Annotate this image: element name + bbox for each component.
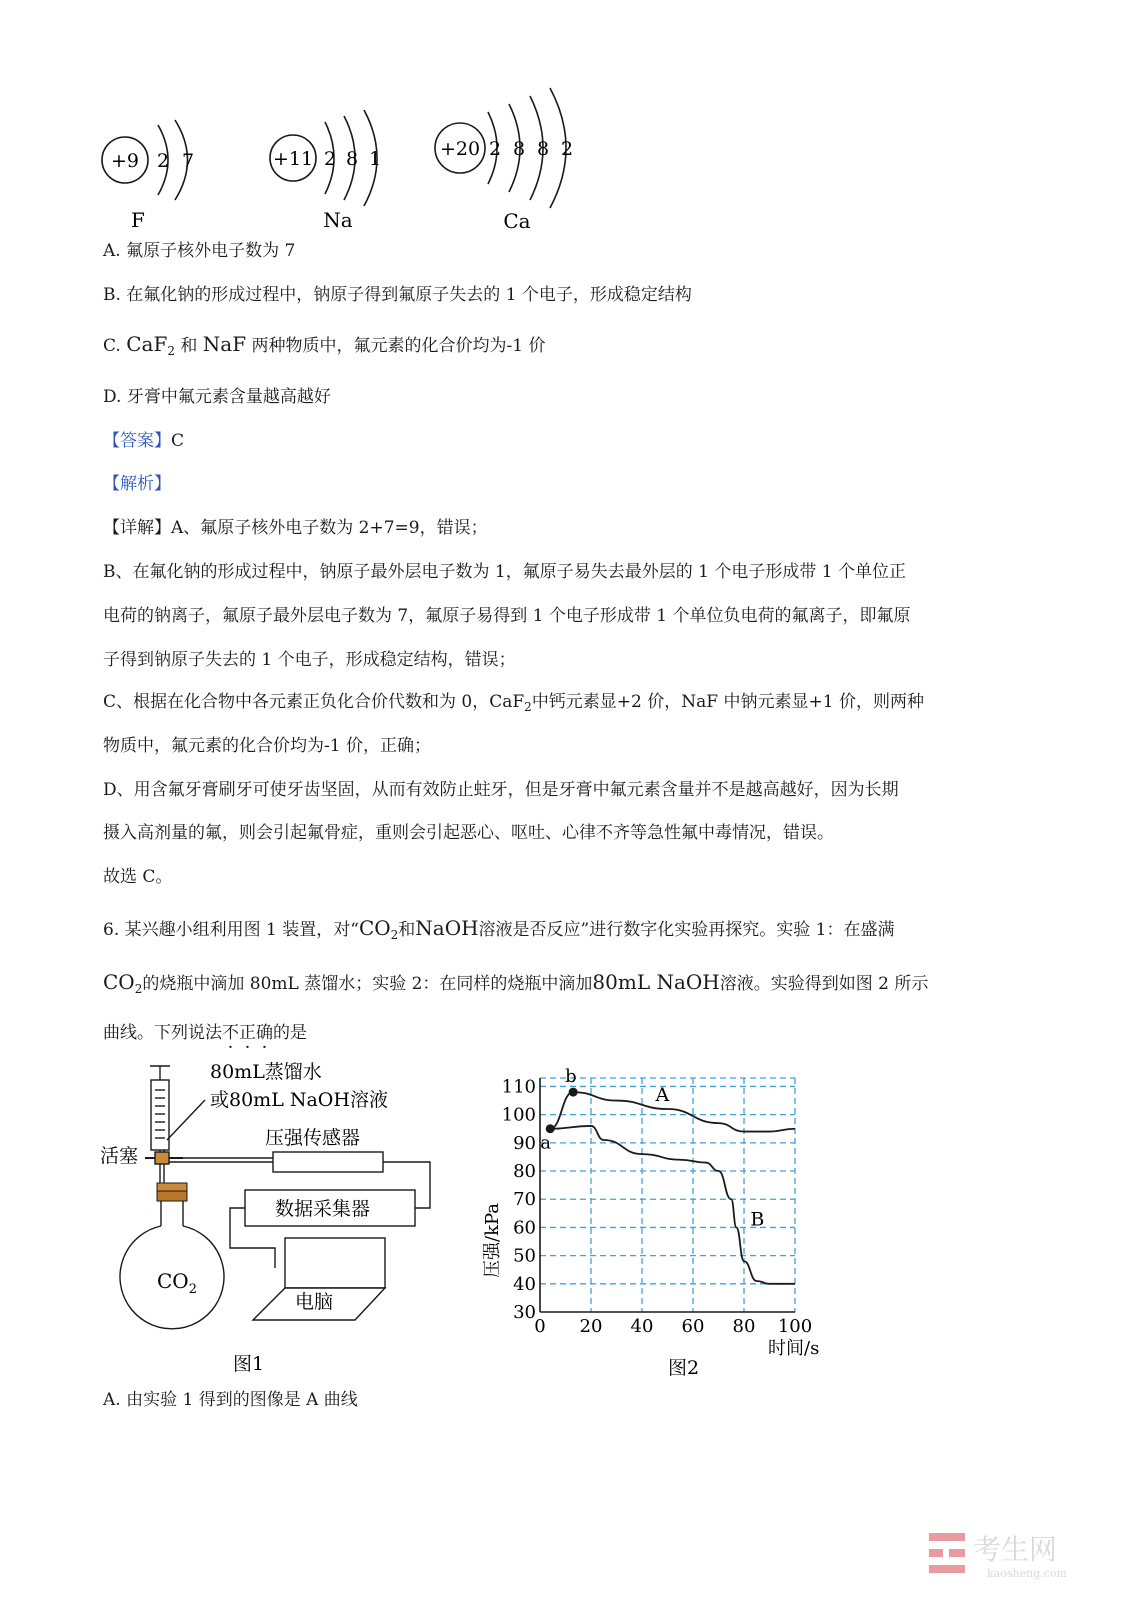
point-b <box>569 1088 578 1097</box>
stopcock-label: 活塞 <box>100 1145 139 1167</box>
volume-naoh: 80mL NaOH <box>592 970 720 994</box>
option-a: A. 氟原子核外电子数为 7 <box>103 241 296 261</box>
flask-label: $CO_2$ <box>157 1269 197 1297</box>
emphasis-char: 正 <box>239 1023 256 1043</box>
option-c-prefix: C. <box>103 336 121 356</box>
detail-line-6: 物质中，氟元素的化合价均为-1 价，正确； <box>103 736 431 756</box>
shell-electrons: 2 <box>560 138 574 160</box>
watermark-icon <box>929 1533 965 1573</box>
emphasis-char: 不 <box>222 1023 239 1043</box>
reagent-label-2: 或80mL NaOH溶液 <box>210 1089 388 1111</box>
x-tick-label: 100 <box>777 1316 813 1337</box>
x-tick-label: 20 <box>579 1316 603 1337</box>
chart-points <box>540 1068 577 1154</box>
reagent-label-1: 80mL蒸馏水 <box>210 1061 322 1083</box>
shell-electrons: 2 <box>323 148 337 170</box>
data-collector-label: 数据采集器 <box>275 1198 371 1220</box>
chart-series <box>550 1084 795 1284</box>
y-tick-label: 110 <box>501 1076 536 1098</box>
figure-2-pressure-chart <box>470 1068 850 1388</box>
formula-co2: $CO_2$ <box>103 970 143 996</box>
point-label-b: b <box>565 1068 577 1088</box>
detail-line-1: 【详解】A、氟原子核外电子数为 2+7=9，错误； <box>103 518 488 538</box>
element-symbol: F <box>131 208 145 232</box>
x-tick-label: 60 <box>681 1316 705 1337</box>
x-tick-label: 40 <box>630 1316 654 1337</box>
series-line-B <box>550 1126 795 1284</box>
answer-value: C <box>171 431 185 451</box>
chart-grid <box>540 1078 795 1312</box>
pressure-sensor-label: 压强传感器 <box>265 1127 361 1149</box>
shell-electrons: 1 <box>368 148 382 170</box>
detail-line-3: 电荷的钠离子，氟原子最外层电子数为 7，氟原子易得到 1 个电子形成带 1 个单位负电荷的氟离子，即氟原 <box>103 606 911 626</box>
detail-line-2: B、在氟化钠的形成过程中，钠原子最外层电子数为 1，氟原子易失去最外层的 1 个电子形成带 1 个单位正 <box>103 562 906 582</box>
stopcock <box>145 1152 275 1164</box>
y-tick-label: 60 <box>513 1217 536 1239</box>
watermark-url: kaosheng.com <box>987 1567 1067 1580</box>
y-axis-label: 压强/kPa <box>482 1202 503 1278</box>
computer-label: 电脑 <box>295 1291 334 1313</box>
figure-1-apparatus <box>95 1058 455 1388</box>
shell-electrons: 7 <box>181 150 195 172</box>
syringe <box>150 1066 205 1183</box>
element-symbol: Ca <box>503 209 531 233</box>
shell-electrons: 2 <box>488 138 502 160</box>
option-c-mid: 和 <box>180 336 198 356</box>
x-tick-labels <box>534 1316 812 1337</box>
option-b: B. 在氟化钠的形成过程中，钠原子得到氟原子失去的 1 个电子，形成稳定结构 <box>103 285 692 305</box>
rubber-stopper <box>157 1183 187 1201</box>
formula-naoh: NaOH <box>415 916 479 940</box>
y-tick-label: 90 <box>513 1132 536 1154</box>
analysis-label: 【解析】 <box>103 474 171 494</box>
nucleus-charge: +20 <box>439 138 481 160</box>
shell-electrons: 8 <box>536 138 550 160</box>
formula-caf2: CaF$_2$ <box>126 332 175 358</box>
atom-diagram-sodium <box>268 110 408 239</box>
formula-co2: $CO_2$ <box>358 916 399 942</box>
option-c <box>103 334 545 357</box>
q6-line-3: 曲线。下列说法不正确的是 <box>103 1023 307 1043</box>
figure-1-caption: 图1 <box>233 1353 265 1375</box>
y-tick-label: 70 <box>513 1189 536 1211</box>
pressure-sensor-box <box>273 1152 383 1172</box>
detail-line-8: 摄入高剂量的氟，则会引起氟骨症，重则会引起恶心、呕吐、心律不齐等急性氟中毒情况，错误。 <box>103 823 834 843</box>
q6-line-1: 6. 某兴趣小组利用图 1 装置，对“$CO_2$和NaOH溶液是否反应”进行数字化实验再探究。实验 1：在盛满 <box>103 916 895 942</box>
series-label-B: B <box>750 1208 765 1231</box>
x-axis-label: 时间/s <box>768 1338 820 1359</box>
y-tick-label: 30 <box>513 1302 536 1323</box>
atom-diagram-calcium <box>432 88 602 237</box>
y-tick-labels <box>502 1076 536 1323</box>
atom-diagram-fluorine <box>100 115 220 239</box>
chart-axes <box>540 1078 795 1312</box>
q6-option-a: A. 由实验 1 得到的图像是 A 曲线 <box>103 1390 358 1410</box>
x-tick-label: 80 <box>732 1316 756 1337</box>
element-symbol: Na <box>323 208 353 232</box>
y-tick-label: 80 <box>513 1161 536 1183</box>
shell-electrons: 8 <box>512 138 526 160</box>
detail-line-5: C、根据在化合物中各元素正负化合价代数和为 0，CaF$_2$中钙元素显+2 价，NaF 中钠元素显+1 价，则两种 <box>103 692 924 714</box>
answer-label: 【答案】 <box>103 431 171 451</box>
point-label-a: a <box>540 1132 551 1154</box>
detail-line-7: D、用含氟牙膏刷牙可使牙齿坚固，从而有效防止蛀牙，但是牙膏中氟元素含量并不是越高越好，因为长期 <box>103 780 899 800</box>
y-tick-label: 40 <box>513 1273 536 1295</box>
emphasis-char: 确 <box>256 1023 273 1043</box>
detail-label: 【详解】 <box>103 518 171 538</box>
watermark-logo <box>925 1525 1105 1585</box>
shell-electrons: 8 <box>345 148 359 170</box>
nucleus-charge: +9 <box>110 150 140 172</box>
watermark-text: 考生网 <box>973 1533 1058 1566</box>
shell-electrons: 2 <box>156 150 170 172</box>
formula-naf: NaF <box>202 332 247 356</box>
round-flask <box>120 1201 224 1329</box>
x-tick-label: 0 <box>534 1316 546 1337</box>
detail-line-4: 子得到钠原子失去的 1 个电子，形成稳定结构，错误； <box>103 650 516 670</box>
answer-line <box>103 433 184 450</box>
series-label-A: A <box>655 1084 670 1107</box>
nucleus-charge: +11 <box>272 148 314 170</box>
option-d: D. 牙膏中氟元素含量越高越好 <box>103 387 331 407</box>
option-c-suffix: 两种物质中，氟元素的化合价均为-1 价 <box>251 336 546 356</box>
figure-2-caption: 图2 <box>668 1357 700 1379</box>
q6-line-2: $CO_2$的烧瓶中滴加 80mL 蒸馏水；实验 2：在同样的烧瓶中滴加80mL NaOH溶液。实验得到如图 2 所示 <box>103 970 929 996</box>
detail-line-9: 故选 C。 <box>103 867 173 887</box>
y-tick-label: 50 <box>513 1245 536 1267</box>
y-tick-label: 100 <box>501 1104 536 1126</box>
